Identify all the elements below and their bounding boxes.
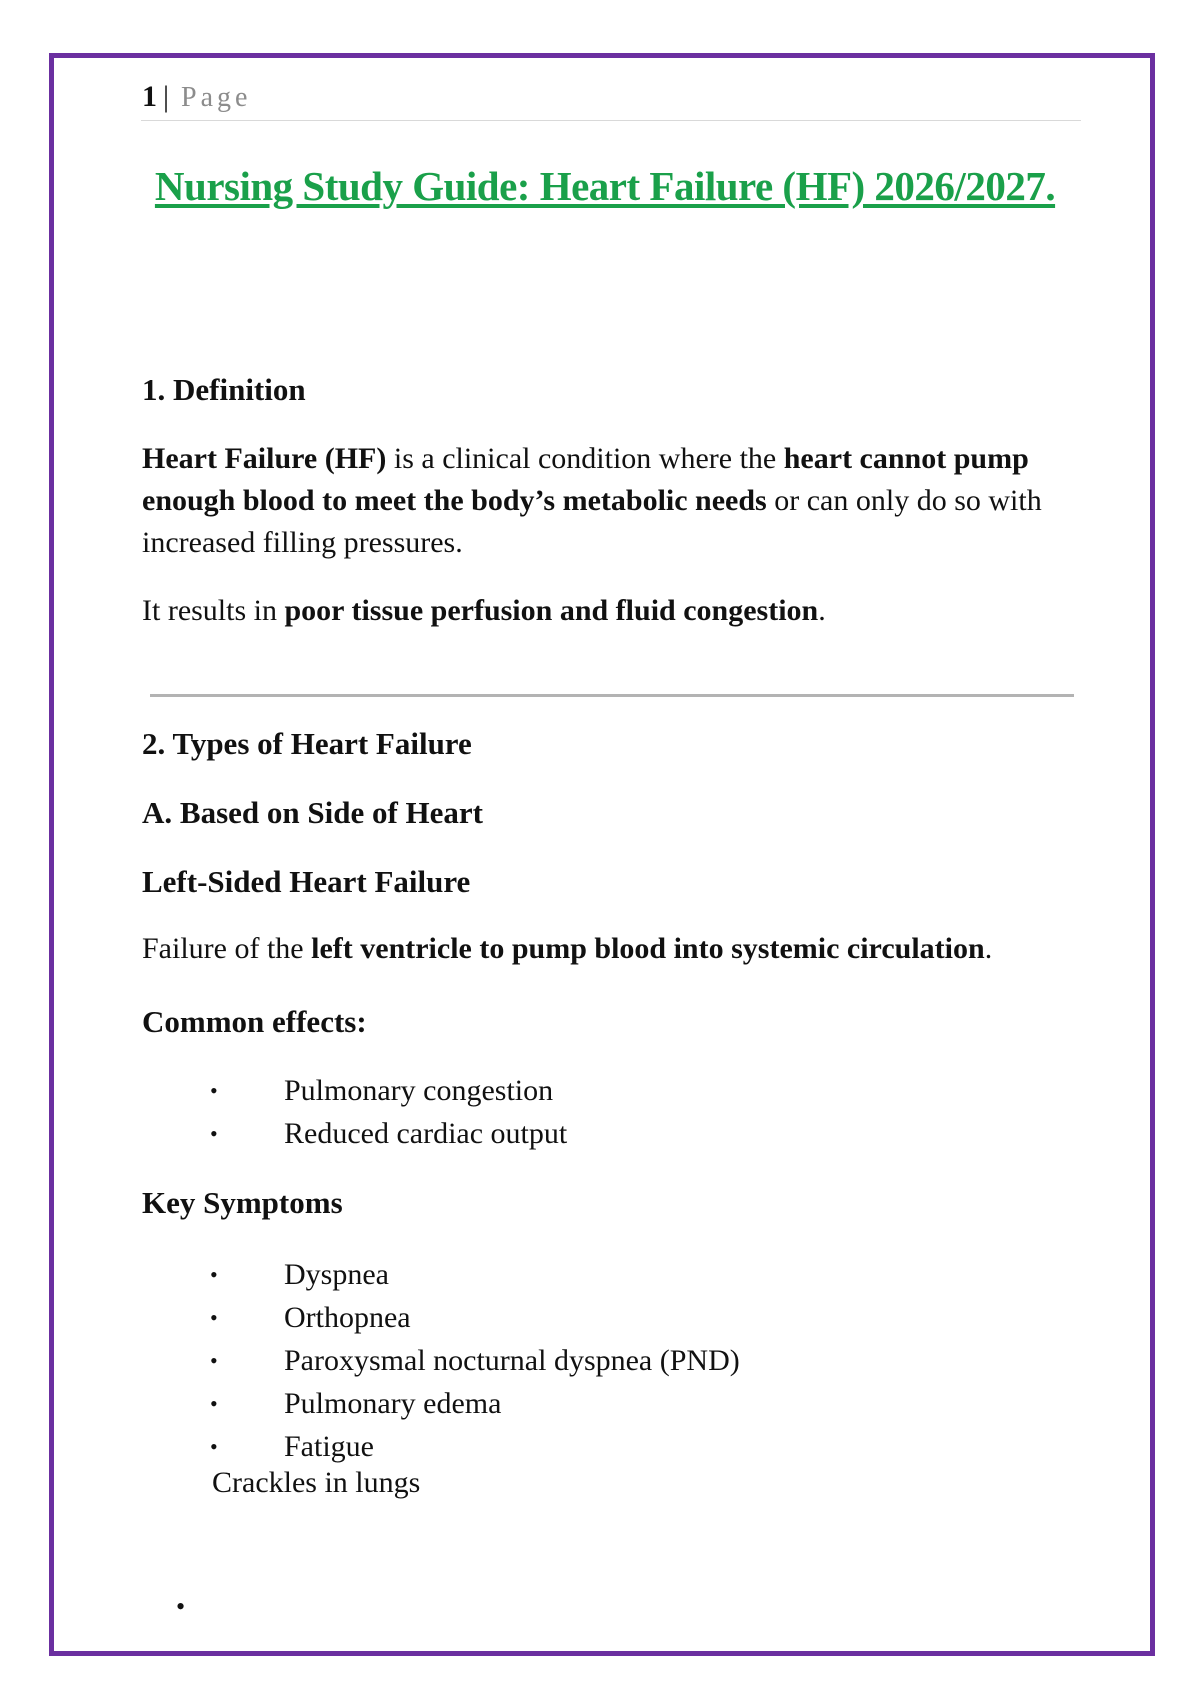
bullet: • [210,1078,218,1103]
section-heading-definition: 1. Definition [142,372,306,407]
page-label: Page [181,82,252,113]
heading-key-symptoms: Key Symptoms [142,1185,343,1220]
subheading-side-of-heart: A. Based on Side of Heart [142,795,483,830]
section-divider [150,694,1074,697]
heading-common-effects: Common effects: [142,1004,367,1039]
bullet: • [210,1434,218,1459]
page-separator: | [163,80,170,113]
definition-text-2: or can only do so with increased filling pressures. [142,484,1042,559]
left-sided-key-phrase: left ventricle to pump blood into systemic circulation [311,932,985,965]
bullet: • [210,1121,218,1146]
document-page: 1 | Page Nursing Study Guide: Heart Failure (HF) 2026/2027. 1. Definition Heart Failure (HF) is a clinical condition where the heart cannot pump enough blood to meet the body’s metabolic needs or can only do so with increased filling pressures. It results in poor tissue perfusion and fluid congestion. 2. Types of Heart Failure A. Based on Side of Heart Left-Sided Heart Failure Failure of the left ventricle to pump blood into systemic circulation. Common effects: • Pulmonary congestion • Reduced cardiac output Key Symptoms • Dyspnea • Orthopnea • Paroxysmal nocturnal dyspnea (PND) • Pulmonary edema • Fatigue Crackles in lungs • [0,0,1200,1700]
stray-bullet: • [176,1592,186,1621]
header-divider [141,78,1081,121]
definition-text-1: is a clinical condition where the [386,442,784,475]
bullet: • [210,1305,218,1330]
result-text-2: . [818,594,826,627]
bullet: • [210,1262,218,1287]
bullet: • [210,1348,218,1373]
definition-paragraph [142,438,1062,564]
left-sided-text-1: Failure of the [142,932,312,965]
section-heading-types: 2. Types of Heart Failure [142,726,472,761]
left-sided-text-2: . [984,932,993,965]
definition-term: Heart Failure (HF) [142,442,387,475]
heading-left-sided-hf: Left-Sided Heart Failure [142,864,471,899]
result-text-1: It results in [142,594,285,627]
bullet: • [210,1391,218,1416]
definition-key-phrase: heart cannot pump enough blood to meet the body’s metabolic needs [142,442,1029,517]
left-sided-description [142,928,1062,970]
symptom-crackles: Crackles in lungs [212,1466,421,1499]
result-paragraph [142,590,1062,632]
page-number: 1 [142,80,157,113]
document-title: Nursing Study Guide: Heart Failure (HF) 2026/2027. [154,163,1056,209]
result-key-phrase: poor tissue perfusion and fluid congestion [284,594,819,627]
